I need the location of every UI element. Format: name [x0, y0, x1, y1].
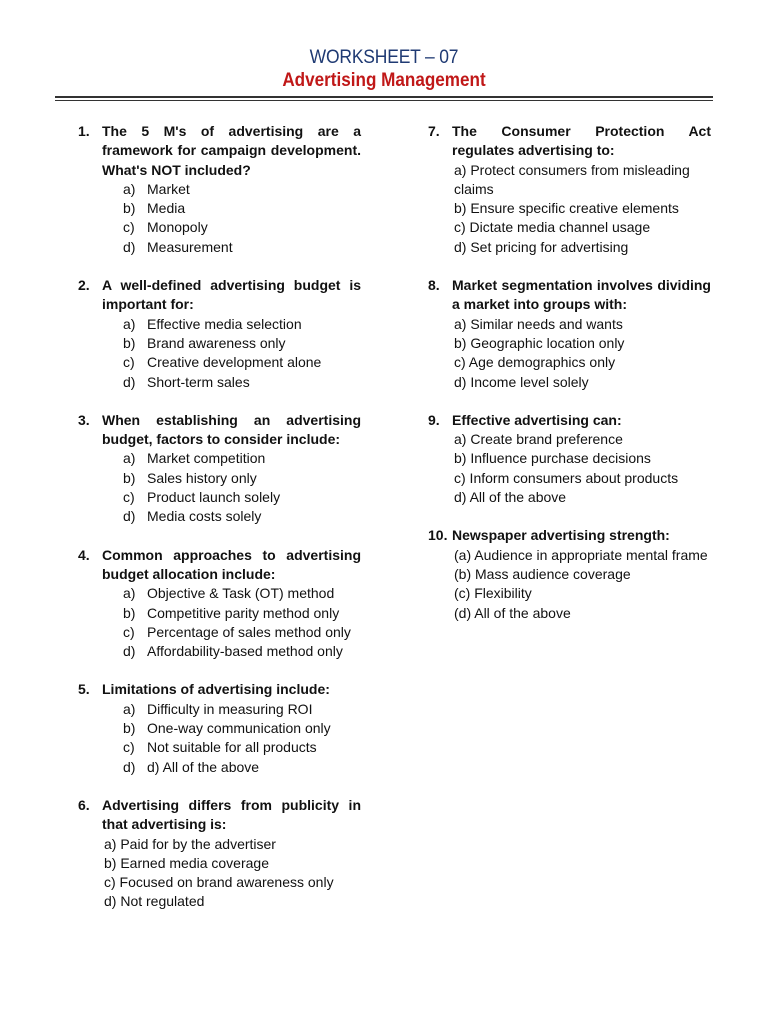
- question-1: [78, 122, 361, 257]
- question-number: 6.: [78, 796, 90, 813]
- question-text: Common approaches to advertising budget allocation include:: [102, 546, 361, 582]
- question-text-line: [78, 411, 361, 450]
- answer-option-text: b) Earned media coverage: [104, 854, 269, 871]
- answer-option-letter: c): [123, 739, 135, 756]
- answer-option: [78, 218, 361, 237]
- answer-option-letter: a): [123, 315, 136, 332]
- answer-option: [78, 738, 361, 757]
- question-number: 1.: [78, 123, 90, 139]
- answer-option-text: Market competition: [147, 450, 266, 467]
- answer-option: [78, 373, 361, 392]
- answer-option: [78, 642, 361, 661]
- answer-option: [428, 584, 711, 603]
- answer-option: [428, 449, 711, 468]
- answer-option-text: c) Age demographics only: [454, 354, 616, 371]
- answer-option: [428, 218, 711, 237]
- answer-option-letter: c): [123, 489, 135, 506]
- question-5: [78, 680, 361, 776]
- answer-option-letter: b): [123, 200, 136, 217]
- answer-option: [428, 315, 711, 334]
- answer-option-text: d) Income level solely: [454, 373, 589, 390]
- answer-option-text: Monopoly: [147, 219, 208, 236]
- answer-option: [428, 469, 711, 488]
- answer-option-text: d) Not regulated: [104, 893, 205, 910]
- answer-option: [78, 623, 361, 642]
- answer-option: [78, 873, 361, 892]
- answer-option-letter: b): [123, 469, 136, 486]
- answer-option-text: Media: [147, 200, 186, 217]
- answer-option-text: Effective media selection: [147, 315, 302, 332]
- answer-option: [78, 199, 361, 218]
- question-text-line: [78, 122, 361, 180]
- question-number: 8.: [428, 277, 440, 294]
- question-number: 7.: [428, 123, 440, 139]
- question-text-line: [428, 411, 711, 430]
- answer-option: [78, 758, 361, 777]
- left-question-column: [78, 122, 361, 931]
- question-text: A well-defined advertising budget is important for:: [102, 277, 361, 313]
- answer-option: [78, 315, 361, 334]
- answer-option: [78, 449, 361, 468]
- question-number: 9.: [428, 411, 440, 428]
- answer-option: [78, 835, 361, 854]
- answer-option-text: b) Influence purchase decisions: [454, 450, 651, 467]
- answer-option-text: Short-term sales: [147, 373, 250, 390]
- answer-option-text: Percentage of sales method only: [147, 623, 351, 640]
- answer-option: [78, 700, 361, 719]
- answer-option-text: (d) All of the above: [454, 604, 571, 621]
- answer-option-letter: c): [123, 623, 135, 640]
- answer-option: [78, 892, 361, 911]
- answer-option-letter: d): [123, 373, 136, 390]
- answer-option-text: d) Set pricing for advertising: [454, 238, 629, 255]
- question-9: [428, 411, 711, 507]
- answer-option-text: Measurement: [147, 238, 233, 255]
- answer-option-letter: c): [123, 219, 135, 236]
- question-text-line: [78, 796, 361, 835]
- header-divider-thin: [55, 100, 713, 101]
- answer-option-text: Difficulty in measuring ROI: [147, 700, 313, 717]
- answer-option-letter: a): [123, 180, 136, 197]
- answer-option-text: (c) Flexibility: [454, 585, 532, 602]
- answer-option-text: a) Protect consumers from misleading claims: [454, 161, 690, 197]
- question-2: [78, 276, 361, 392]
- answer-option-letter: a): [123, 450, 136, 467]
- answer-option-letter: d): [123, 508, 136, 525]
- question-number: 3.: [78, 411, 90, 428]
- question-text-line: [78, 546, 361, 585]
- answer-option: [428, 488, 711, 507]
- answer-option-text: (b) Mass audience coverage: [454, 565, 631, 582]
- question-text: Effective advertising can:: [452, 411, 622, 428]
- answer-option-letter: d): [123, 643, 136, 660]
- answer-option-text: c) Inform consumers about products: [454, 469, 679, 486]
- question-8: [428, 276, 711, 392]
- answer-option: [78, 488, 361, 507]
- answer-option: [78, 719, 361, 738]
- right-question-column: [428, 122, 711, 642]
- answer-option: [78, 238, 361, 257]
- answer-option-text: Media costs solely: [147, 508, 262, 525]
- question-number: 2.: [78, 277, 90, 294]
- question-number: 10.: [428, 527, 448, 544]
- answer-option-letter: a): [123, 585, 136, 602]
- question-text-line: [428, 122, 711, 161]
- answer-option-letter: c): [123, 354, 135, 371]
- question-text: Newspaper advertising strength:: [452, 527, 670, 544]
- answer-option-text: Competitive parity method only: [147, 604, 340, 621]
- question-text-line: [78, 276, 361, 315]
- answer-option-text: d) All of the above: [147, 758, 260, 775]
- answer-option: [78, 180, 361, 199]
- question-text: Market segmentation involves dividing a market into groups with:: [452, 277, 711, 313]
- answer-option-text: a) Paid for by the advertiser: [104, 835, 276, 852]
- answer-option: [428, 546, 711, 565]
- answer-option-text: d) All of the above: [454, 489, 567, 506]
- answer-option-text: Market: [147, 180, 190, 197]
- question-number: 4.: [78, 546, 90, 563]
- header-divider-thick: [55, 96, 713, 98]
- answer-option-text: a) Create brand preference: [454, 431, 623, 448]
- answer-option: [78, 353, 361, 372]
- answer-option-letter: a): [123, 700, 136, 717]
- answer-option: [78, 507, 361, 526]
- question-3: [78, 411, 361, 527]
- worksheet-title: WORKSHEET – 07: [309, 47, 459, 68]
- question-text: Limitations of advertising include:: [102, 681, 330, 698]
- answer-option: [428, 161, 711, 200]
- answer-option-text: c) Focused on brand awareness only: [104, 874, 334, 891]
- question-text-line: [78, 680, 361, 699]
- answer-option-text: Brand awareness only: [147, 334, 286, 351]
- worksheet-subtitle: Advertising Management: [282, 70, 486, 91]
- question-6: [78, 796, 361, 912]
- question-text: The 5 M's of advertising are a framework for campaign development. What's NOT included?: [102, 123, 361, 178]
- question-10: [428, 526, 711, 622]
- answer-option-text: c) Dictate media channel usage: [454, 219, 651, 236]
- worksheet-header: [0, 46, 768, 93]
- answer-option-text: Sales history only: [147, 469, 257, 486]
- question-7: [428, 122, 711, 257]
- answer-option: [428, 604, 711, 623]
- answer-option-text: (a) Audience in appropriate mental frame: [454, 546, 708, 563]
- answer-option: [78, 584, 361, 603]
- answer-option: [428, 430, 711, 449]
- answer-option: [428, 334, 711, 353]
- answer-option: [428, 353, 711, 372]
- question-number: 5.: [78, 681, 90, 698]
- question-text-line: [428, 526, 711, 545]
- answer-option: [428, 238, 711, 257]
- answer-option-text: b) Geographic location only: [454, 334, 625, 351]
- answer-option-text: Objective & Task (OT) method: [147, 585, 335, 602]
- question-text: Advertising differs from publicity in that advertising is:: [102, 796, 361, 833]
- answer-option-text: Product launch solely: [147, 489, 281, 506]
- answer-option: [78, 469, 361, 488]
- answer-option-text: One-way communication only: [147, 720, 331, 737]
- answer-option-text: b) Ensure specific creative elements: [454, 200, 679, 217]
- answer-option: [428, 373, 711, 392]
- answer-option-text: Affordability-based method only: [147, 643, 343, 660]
- answer-option-text: Creative development alone: [147, 354, 322, 371]
- answer-option-text: a) Similar needs and wants: [454, 315, 623, 332]
- question-text-line: [428, 276, 711, 315]
- answer-option-letter: d): [123, 758, 136, 775]
- answer-option: [78, 854, 361, 873]
- answer-option: [428, 565, 711, 584]
- answer-option-text: Not suitable for all products: [147, 739, 317, 756]
- question-text: The Consumer Protection Act regulates advertising to:: [452, 123, 711, 159]
- answer-option: [78, 604, 361, 623]
- answer-option-letter: b): [123, 604, 136, 621]
- answer-option: [78, 334, 361, 353]
- answer-option-letter: d): [123, 238, 136, 255]
- question-text: When establishing an advertising budget, factors to consider include:: [102, 411, 361, 448]
- answer-option-letter: b): [123, 720, 136, 737]
- answer-option-letter: b): [123, 334, 136, 351]
- answer-option: [428, 199, 711, 218]
- question-4: [78, 546, 361, 662]
